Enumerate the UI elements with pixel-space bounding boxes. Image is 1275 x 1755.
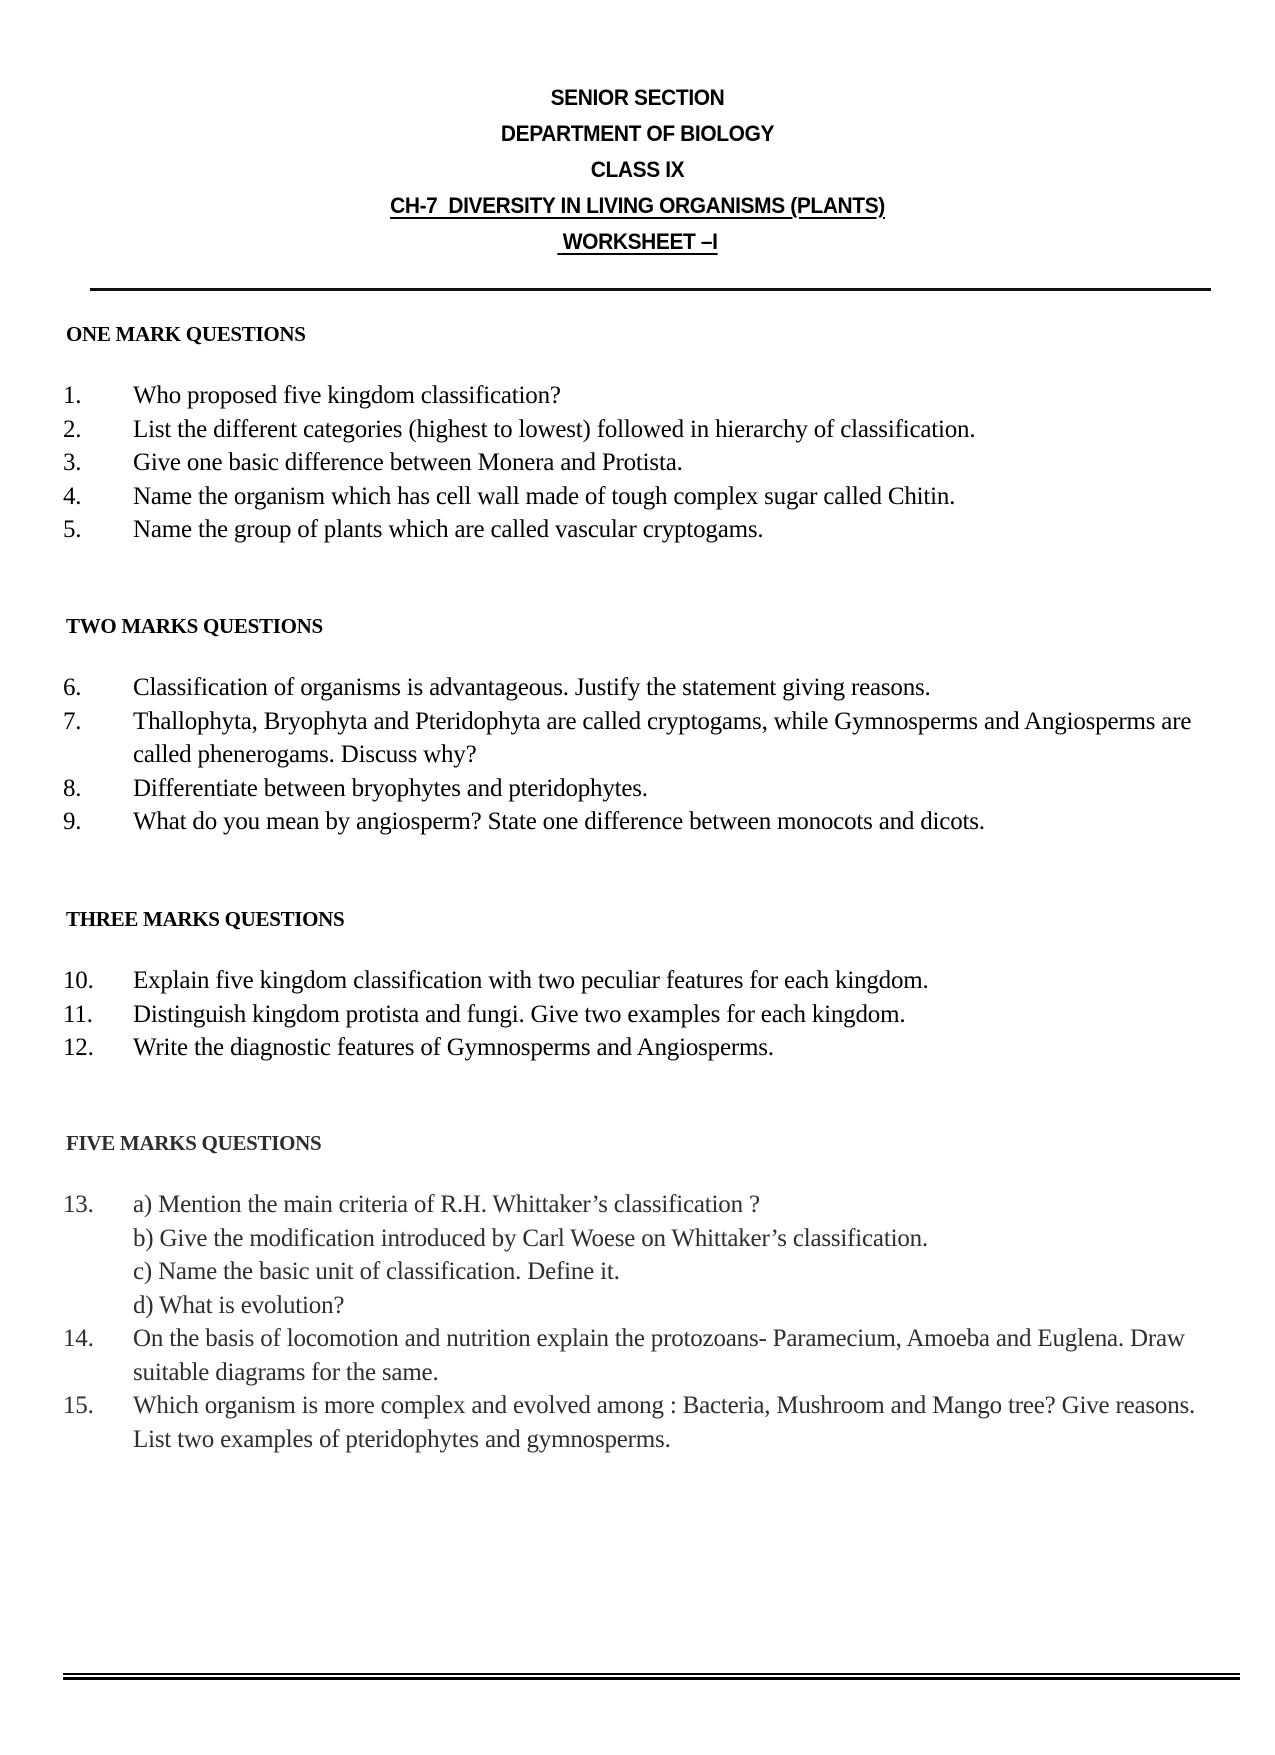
section-title-three-marks: THREE MARKS QUESTIONS — [66, 907, 345, 931]
section-title-two-marks: TWO MARKS QUESTIONS — [66, 614, 323, 638]
chapter-title: CH-7 DIVERSITY IN LIVING ORGANISMS (PLANTS) — [390, 193, 885, 218]
question-text: Which organism is more complex and evolved among : Bacteria, Mushroom and Mango tree? Give reasons. List two examples of pteridophytes and gymnosperms. — [133, 1392, 1196, 1453]
question-item — [63, 964, 1223, 998]
question-text: What do you mean by angiosperm? State one difference between monocots and dicots. — [133, 808, 985, 835]
question-text: On the basis of locomotion and nutrition explain the protozoans- Paramecium, Amoeba and Euglena. Draw suitable diagrams for the same. — [133, 1325, 1185, 1386]
question-text: Thallophyta, Bryophyta and Pteridophyta are called cryptogams, while Gymnosperms and Angiosperms are called phenerogams. Discuss why? — [133, 707, 1192, 768]
question-item — [63, 671, 1223, 705]
question-item — [63, 1389, 1223, 1456]
question-part-d: d) What is evolution? — [133, 1291, 345, 1319]
question-number: 6. — [63, 674, 82, 701]
question-part-b: b) Give the modification introduced by Carl Woese on Whittaker’s classification. — [133, 1224, 928, 1252]
question-item — [63, 998, 1223, 1032]
question-item — [63, 805, 1223, 839]
question-number: 9. — [63, 808, 82, 835]
question-item — [63, 379, 1223, 413]
question-number: 8. — [63, 774, 82, 802]
question-number: 2. — [63, 415, 82, 443]
section-title-one-mark: ONE MARK QUESTIONS — [66, 322, 306, 346]
question-part-a: a) Mention the main criteria of R.H. Whittaker’s classification ? — [133, 1191, 760, 1218]
question-part-c: c) Name the basic unit of classification. Define it. — [133, 1258, 620, 1285]
footer-rule-lower — [63, 1677, 1240, 1680]
question-number: 13. — [63, 1191, 94, 1218]
school-section-title: SENIOR SECTION — [550, 85, 725, 110]
question-number: 12. — [63, 1034, 94, 1061]
question-item — [63, 446, 1223, 480]
question-text: Who proposed five kingdom classification? — [133, 382, 561, 409]
question-item — [63, 1322, 1223, 1389]
question-number: 10. — [63, 967, 94, 994]
question-parts — [133, 1188, 1223, 1322]
question-number: 14. — [63, 1325, 94, 1352]
question-text: List the different categories (highest to lowest) followed in hierarchy of classification. — [133, 415, 976, 443]
question-list-two-marks — [63, 671, 1223, 839]
question-number: 3. — [63, 449, 82, 476]
question-text: Give one basic difference between Monera and Protista. — [133, 449, 683, 476]
question-text: Differentiate between bryophytes and pteridophytes. — [133, 774, 648, 802]
question-list-five-marks — [63, 1188, 1223, 1456]
question-item — [63, 1188, 1223, 1322]
question-text: Classification of organisms is advantageous. Justify the statement giving reasons. — [133, 674, 931, 701]
question-item — [63, 480, 1223, 514]
question-item — [63, 1031, 1223, 1065]
worksheet-header — [0, 80, 1275, 260]
question-text: Explain five kingdom classification with two peculiar features for each kingdom. — [133, 967, 929, 994]
header-divider — [90, 288, 1211, 291]
class-title: CLASS IX — [590, 157, 685, 182]
worksheet-title: WORKSHEET –I — [557, 229, 718, 254]
department-title: DEPARTMENT OF BIOLOGY — [500, 121, 775, 146]
question-number: 7. — [63, 707, 82, 735]
question-number: 15. — [63, 1392, 94, 1419]
question-number: 5. — [63, 516, 82, 543]
question-item — [63, 513, 1223, 547]
question-number: 1. — [63, 382, 82, 409]
section-title-five-marks: FIVE MARKS QUESTIONS — [66, 1131, 322, 1155]
question-item — [63, 772, 1223, 806]
question-list-one-mark — [63, 379, 1223, 547]
question-list-three-marks — [63, 964, 1223, 1065]
question-number: 4. — [63, 482, 82, 510]
question-item — [63, 413, 1223, 447]
question-item — [63, 705, 1223, 772]
question-text: Name the organism which has cell wall made of tough complex sugar called Chitin. — [133, 482, 956, 510]
question-text: Distinguish kingdom protista and fungi. Give two examples for each kingdom. — [133, 1000, 906, 1028]
question-text: Write the diagnostic features of Gymnosperms and Angiosperms. — [133, 1034, 774, 1061]
question-text: Name the group of plants which are called vascular cryptogams. — [133, 516, 764, 543]
footer-rule-upper — [63, 1673, 1240, 1675]
question-number: 11. — [63, 1000, 93, 1028]
